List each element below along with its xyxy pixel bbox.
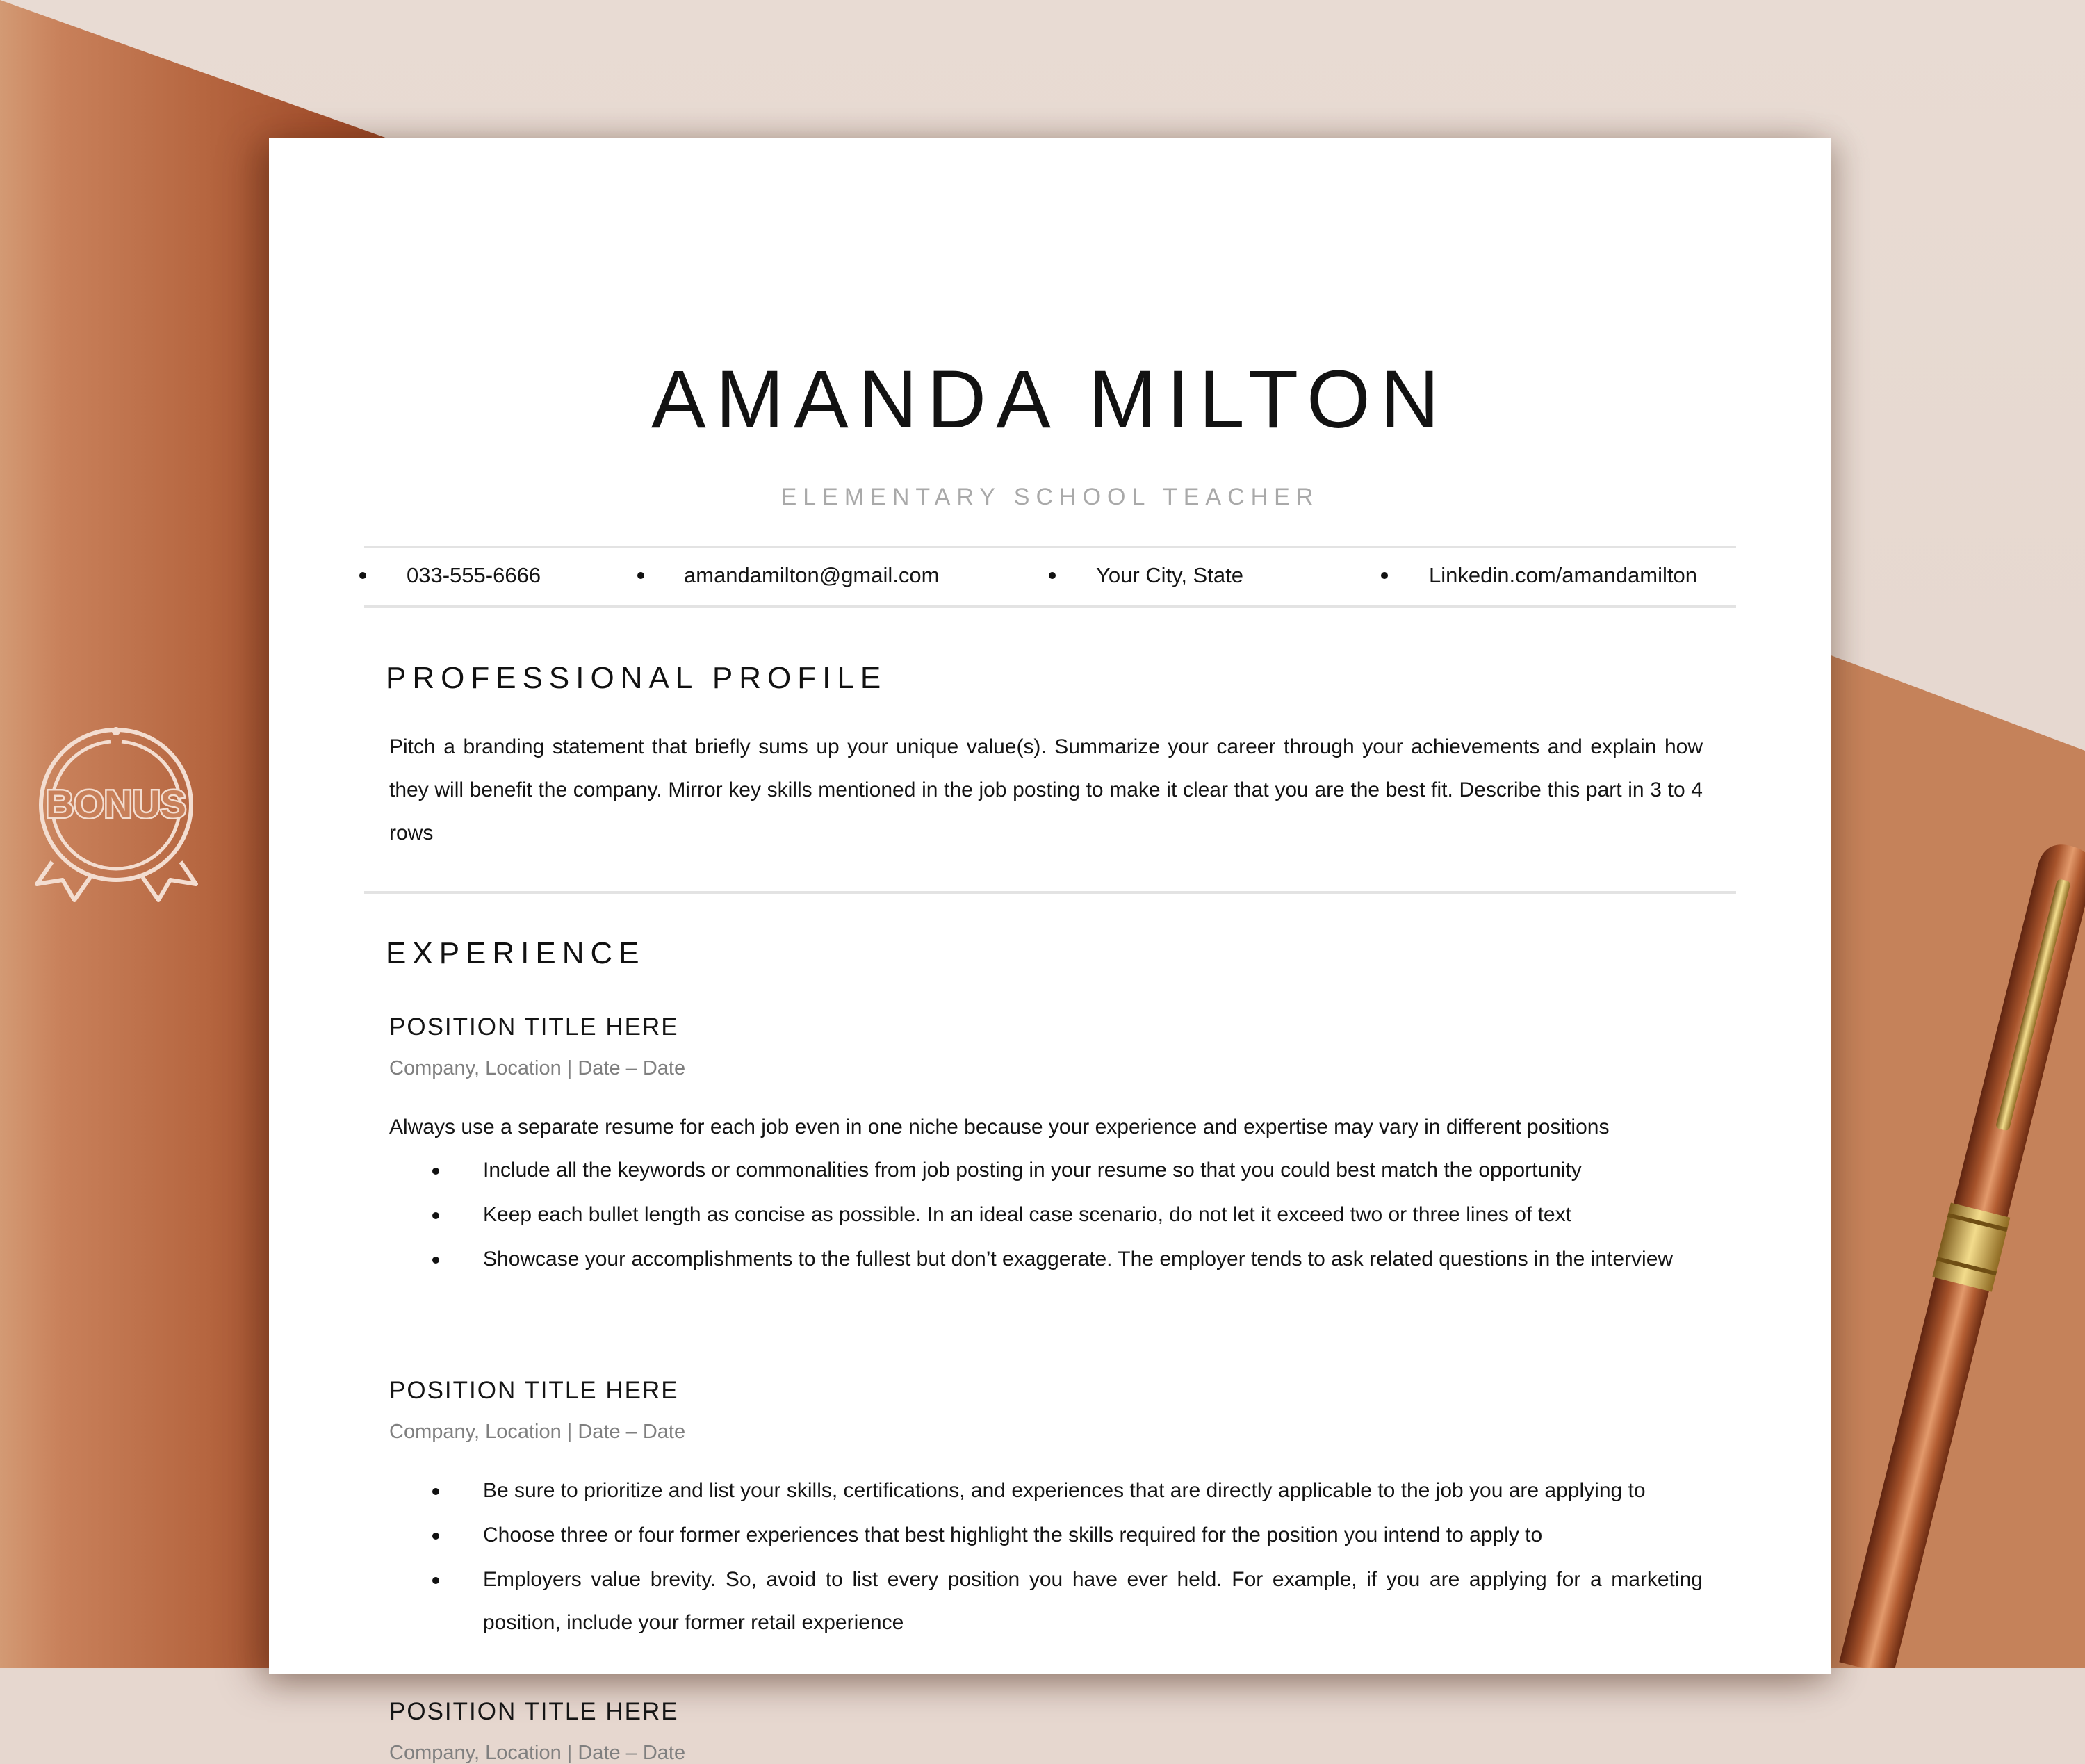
- contact-row: [269, 560, 1831, 591]
- bonus-badge-icon: [24, 723, 208, 907]
- position-intro: Always use a separate resume for each job even in one niche because your experience and expertise may vary in different positions: [389, 1116, 1610, 1138]
- bullet-icon: [432, 1168, 439, 1175]
- contact-linkedin: Linkedin.com/amandamilton: [1429, 563, 1697, 587]
- bullet-icon: [637, 572, 644, 579]
- bullet-icon: [359, 572, 366, 579]
- bullet-icon: [1381, 572, 1388, 579]
- profile-text: Pitch a branding statement that briefly sums up your unique value(s). Summarize your career through your achievements and explain how they will benefit the company. Mirror key skills mentioned in the job posting to make it clear that you are the best fit. Describe this part in 3 to 4 rows: [389, 735, 1703, 844]
- list-item: Include all the keywords or commonalities from job posting in your resume so that you could best match the opportunity: [389, 1149, 1703, 1192]
- position-title: POSITION TITLE HERE: [389, 1377, 679, 1404]
- contact-location: Your City, State: [1096, 563, 1243, 587]
- list-item: Choose three or four former experiences that best highlight the skills required for the position you intend to apply to: [389, 1514, 1703, 1557]
- resume-job-title: ELEMENTARY SCHOOL TEACHER: [780, 484, 1320, 510]
- position-bullets: [389, 1149, 1703, 1282]
- list-item: Showcase your accomplishments to the fullest but don’t exaggerate. The employer tends to ask related questions in the interview: [389, 1238, 1703, 1281]
- contact-top-divider: [364, 546, 1736, 548]
- contact-phone: 033-555-6666: [407, 563, 541, 587]
- contact-bottom-divider: [364, 605, 1736, 608]
- resume-name: AMANDA MILTON: [651, 354, 1449, 446]
- bullet-icon: [1049, 572, 1056, 579]
- bullet-icon: [432, 1257, 439, 1264]
- section-heading-experience: EXPERIENCE: [386, 936, 646, 970]
- section-divider: [364, 891, 1736, 894]
- list-item: Be sure to prioritize and list your skills, certifications, and experiences that are directly applicable to the job you are applying to: [389, 1469, 1703, 1512]
- position-title: POSITION TITLE HERE: [389, 1013, 679, 1040]
- bullet-icon: [432, 1577, 439, 1584]
- position-bullets: [389, 1469, 1703, 1646]
- position-meta: Company, Location | Date – Date: [389, 1421, 686, 1443]
- bullet-icon: [432, 1212, 439, 1219]
- bullet-icon: [432, 1533, 439, 1540]
- position-meta: Company, Location | Date – Date: [389, 1742, 686, 1764]
- resume-page: [269, 138, 1831, 1764]
- position-meta: Company, Location | Date – Date: [389, 1057, 686, 1079]
- list-item: Keep each bullet length as concise as possible. In an ideal case scenario, do not let it exceed two or three lines of text: [389, 1193, 1703, 1236]
- section-heading-profile: PROFESSIONAL PROFILE: [386, 661, 888, 695]
- bonus-label: BONUS: [45, 782, 187, 826]
- contact-email: amandamilton@gmail.com: [684, 563, 940, 587]
- position-title: POSITION TITLE HERE: [389, 1698, 679, 1725]
- bullet-icon: [432, 1488, 439, 1495]
- list-item: Employers value brevity. So, avoid to list every position you have ever held. For example, if you are applying for a marketing position, include your former retail experience: [389, 1558, 1703, 1644]
- pen-icon: [1765, 820, 2085, 1668]
